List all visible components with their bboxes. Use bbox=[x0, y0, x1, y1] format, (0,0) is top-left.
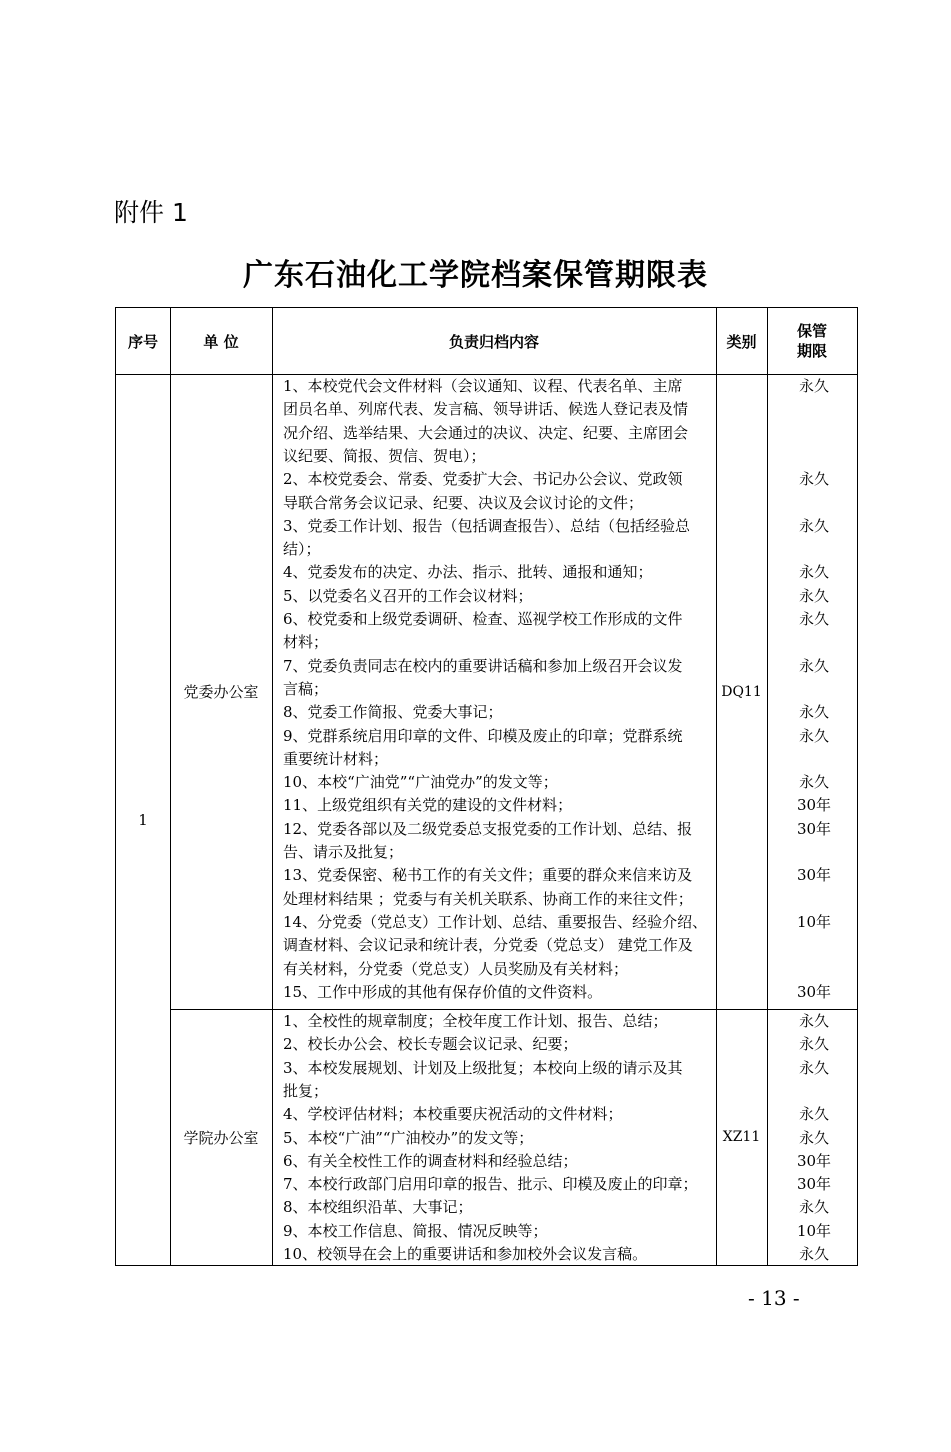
content-line: 7、本校行政部门启用印章的报告、批示、印模及废止的印章； bbox=[283, 1175, 698, 1194]
content-line: 6、有关全校性工作的调查材料和经验总结； bbox=[283, 1151, 578, 1170]
retention-period: 永久 bbox=[798, 516, 829, 535]
content-line: 10、本校“广油党”“广油党办”的发文等； bbox=[283, 773, 558, 792]
header-period-line1: 保管 bbox=[796, 322, 827, 340]
attachment-label: 附件 1 bbox=[114, 198, 188, 227]
retention-period: 永久 bbox=[798, 1198, 829, 1217]
retention-period: 永久 bbox=[798, 703, 829, 722]
content-line: 9、本校工作信息、简报、情况反映等； bbox=[283, 1221, 548, 1240]
content-line: 8、本校组织沿革、大事记； bbox=[283, 1198, 473, 1217]
content-line: 告、请示及批复； bbox=[283, 843, 404, 861]
retention-table bbox=[115, 307, 858, 1266]
content-line: 8、党委工作简报、党委大事记； bbox=[283, 703, 503, 722]
content-line: 5、以党委名义召开的工作会议材料； bbox=[283, 586, 533, 605]
retention-period: 30年 bbox=[796, 982, 832, 1001]
grid-line bbox=[272, 308, 273, 1265]
retention-period: 永久 bbox=[798, 610, 829, 628]
content-line: 议纪要、简报、贺信、贺电）； bbox=[283, 446, 486, 465]
retention-period: 永久 bbox=[798, 726, 829, 745]
content-line: 15、工作中形成的其他有保存价值的文件资料。 bbox=[283, 982, 603, 1001]
content-line: 4、学校评估材料；本校重要庆祝活动的文件材料； bbox=[283, 1105, 623, 1124]
content-line: 3、党委工作计划、报告（包括调查报告）、总结（包括经验总 bbox=[283, 516, 691, 535]
content-line: 6、校党委和上级党委调研、检查、巡视学校工作形成的文件 bbox=[283, 610, 683, 628]
retention-period: 永久 bbox=[798, 586, 829, 605]
content-line: 10、校领导在会上的重要讲话和参加校外会议发言稿。 bbox=[283, 1245, 648, 1263]
content-line: 重要统计材料； bbox=[283, 749, 389, 768]
header-content: 负责归档内容 bbox=[448, 332, 539, 351]
content-line: 批复； bbox=[283, 1081, 329, 1100]
unit-name-college-office: 学院办公室 bbox=[183, 1128, 259, 1147]
content-line: 结）； bbox=[283, 540, 321, 559]
content-line: 言稿； bbox=[283, 679, 329, 698]
retention-period: 30年 bbox=[796, 819, 832, 838]
content-line: 3、本校发展规划、计划及上级批复；本校向上级的请示及其 bbox=[283, 1058, 683, 1077]
content-line: 2、本校党委会、常委、党委扩大会、书记办公会议、党政领 bbox=[283, 470, 683, 489]
retention-period: 永久 bbox=[798, 773, 829, 792]
retention-period: 10年 bbox=[796, 912, 832, 931]
page-number: - 13 - bbox=[748, 1286, 800, 1310]
content-line: 处理材料结果 ；党委与有关机关联系、协商工作的来往文件； bbox=[283, 889, 693, 908]
retention-period: 永久 bbox=[798, 377, 829, 395]
retention-period: 永久 bbox=[798, 1128, 829, 1147]
unit-category-party-office: DQ11 bbox=[721, 683, 762, 700]
retention-period: 永久 bbox=[798, 563, 829, 582]
content-line: 5、本校“广油”“广油校办”的发文等； bbox=[283, 1128, 534, 1147]
content-line: 导联合常务会议记录、纪要、决议及会议讨论的文件； bbox=[283, 493, 644, 512]
retention-period: 永久 bbox=[798, 470, 829, 489]
retention-period: 永久 bbox=[798, 1058, 829, 1077]
content-line: 材料； bbox=[283, 633, 329, 652]
unit-name-party-office: 党委办公室 bbox=[183, 683, 259, 701]
content-line: 13、党委保密、秘书工作的有关文件；重要的群众来信来访及 bbox=[283, 866, 693, 885]
content-line: 7、党委负责同志在校内的重要讲话稿和参加上级召开会议发 bbox=[283, 656, 683, 675]
header-category: 类别 bbox=[726, 332, 757, 351]
content-line: 9、党群系统启用印章的文件、印模及废止的印章；党群系统 bbox=[283, 726, 683, 745]
retention-period: 永久 bbox=[798, 1012, 829, 1030]
header-unit: 单 位 bbox=[203, 332, 239, 351]
content-line: 况介绍、选举结果、大会通过的决议、决定、纪要、主席团会 bbox=[283, 423, 689, 442]
grid-line bbox=[767, 308, 768, 1265]
retention-period: 永久 bbox=[798, 656, 829, 675]
content-line: 团员名单、列席代表、发言稿、领导讲话、候选人登记表及情 bbox=[283, 400, 689, 419]
retention-period: 永久 bbox=[798, 1035, 829, 1054]
retention-period: 永久 bbox=[798, 1105, 829, 1124]
content-line: 有关材料，分党委（党总支）人员奖励及有关材料； bbox=[283, 959, 629, 978]
content-line: 12、党委各部以及二级党委总支报党委的工作计划、总结、报 bbox=[283, 819, 693, 838]
row-seq: 1 bbox=[138, 810, 148, 829]
content-line: 1、全校性的规章制度；全校年度工作计划、报告、总结； bbox=[283, 1012, 668, 1030]
header-period-line2: 期限 bbox=[796, 342, 827, 360]
retention-period: 30年 bbox=[796, 1175, 832, 1194]
retention-period: 30年 bbox=[796, 796, 832, 815]
header-seq: 序号 bbox=[127, 332, 158, 351]
retention-period: 30年 bbox=[796, 866, 832, 885]
content-line: 2、校长办公会、校长专题会议记录、纪要； bbox=[283, 1035, 578, 1054]
document-title: 广东石油化工学院档案保管期限表 bbox=[243, 258, 708, 293]
header-period bbox=[767, 308, 857, 374]
content-line: 1、本校党代会文件材料（会议通知、议程、代表名单、主席 bbox=[283, 377, 683, 395]
retention-period: 永久 bbox=[798, 1245, 829, 1263]
retention-period: 10年 bbox=[796, 1221, 832, 1240]
content-line: 4、党委发布的决定、办法、指示、批转、通报和通知； bbox=[283, 563, 653, 582]
retention-period: 30年 bbox=[796, 1151, 832, 1170]
content-line: 11、上级党组织有关党的建设的文件材料； bbox=[283, 796, 573, 815]
content-line: 14、分党委（党总支）工作计划、总结、重要报告、经验介绍、 bbox=[283, 912, 708, 931]
content-line: 调查材料、会议记录和统计表，分党委（党总支） 建党工作及 bbox=[283, 936, 693, 955]
unit-category-college-office: XZ11 bbox=[722, 1129, 761, 1145]
